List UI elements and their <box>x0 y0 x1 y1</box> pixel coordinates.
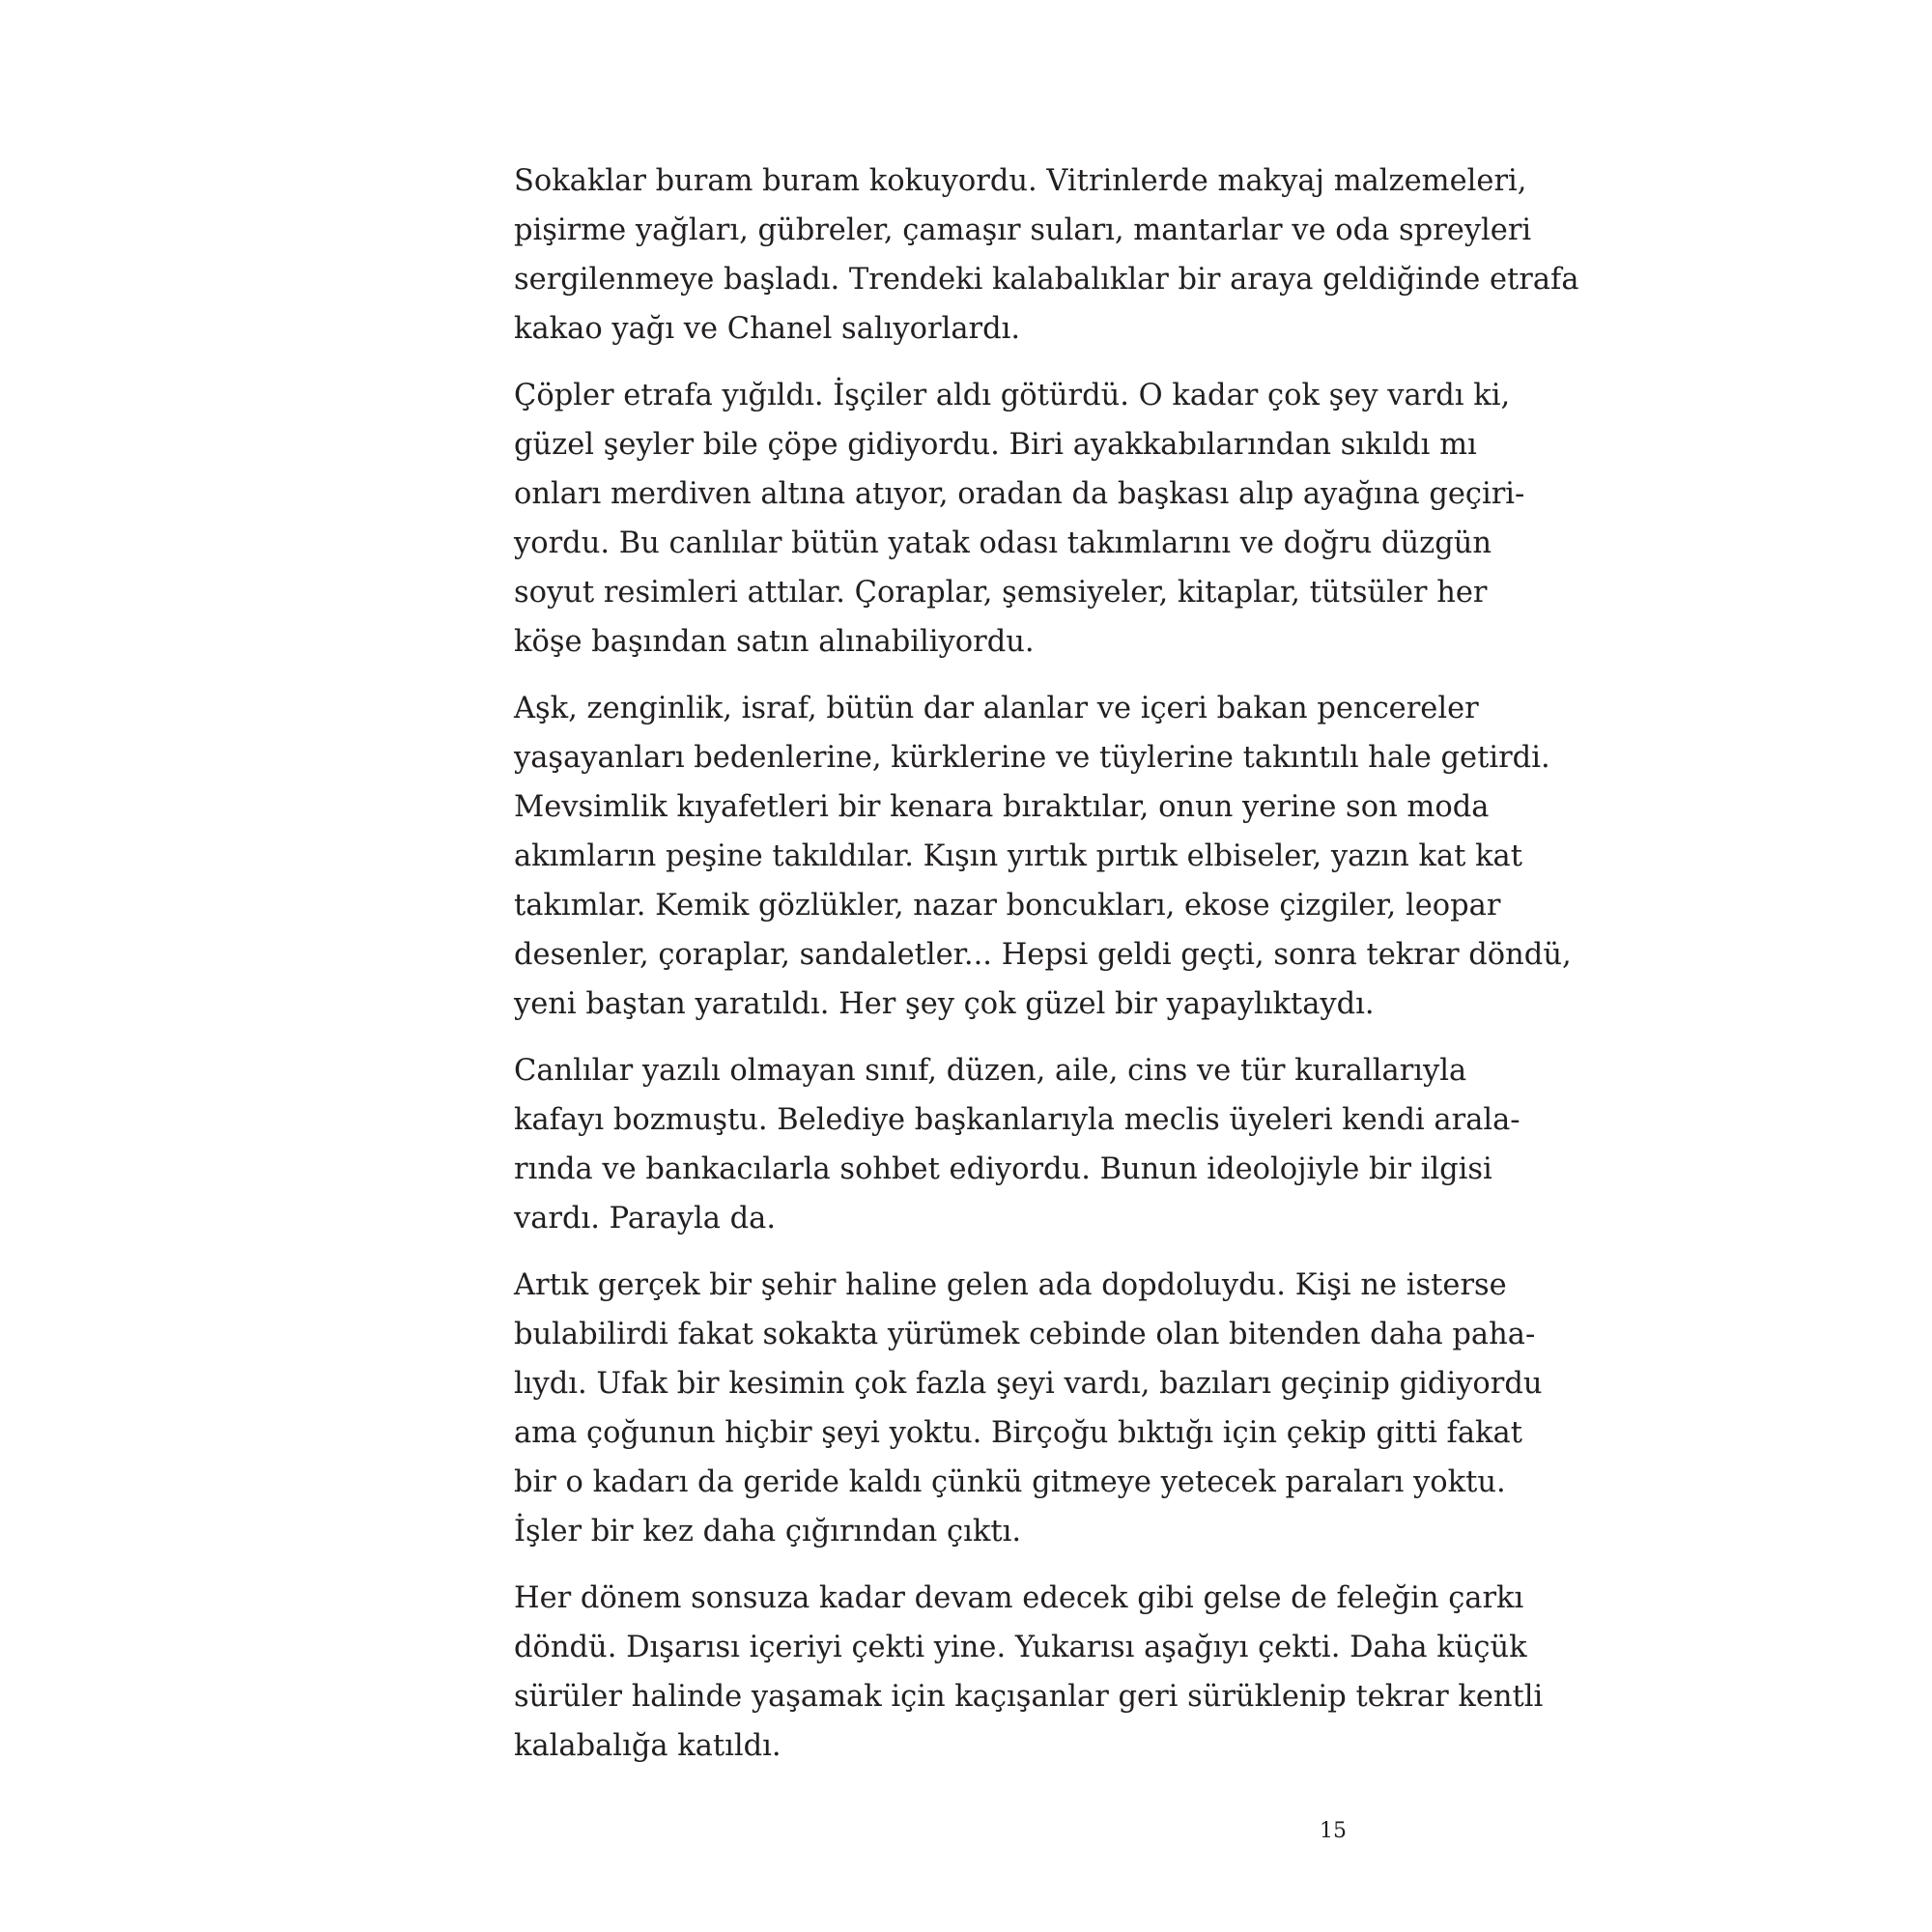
text-line: İşler bir kez daha çığırından çıktı. <box>514 1515 1022 1548</box>
text-line: yeni baştan yaratıldı. Her şey çok güzel bir yapaylıktaydı. <box>514 987 1375 1021</box>
text-line: pişirme yağları, gübreler, çamaşır suları, mantarlar ve oda spreyleri <box>514 213 1532 247</box>
paragraph-5 <box>514 1261 1543 1556</box>
text-line: köşe başından satın alınabiliyordu. <box>514 625 1035 659</box>
paragraph-2 <box>514 371 1525 667</box>
text-line: bulabilirdi fakat sokakta yürümek cebinde olan bitenden daha paha- <box>514 1318 1536 1351</box>
text-line: desenler, çoraplar, sandaletler... Hepsi geldi geçti, sonra tekrar döndü, <box>514 938 1572 972</box>
text-line: kalabalığa katıldı. <box>514 1729 781 1763</box>
text-line: güzel şeyler bile çöpe gidiyordu. Biri ayakkabılarından sıkıldı mı <box>514 428 1477 462</box>
text-line: Artık gerçek bir şehir haline gelen ada dopdoluydu. Kişi ne isterse <box>514 1268 1507 1302</box>
text-line: Aşk, zenginlik, israf, bütün dar alanlar ve içeri bakan pencereler <box>514 692 1479 725</box>
text-line: ama çoğunun hiçbir şeyi yoktu. Birçoğu bıktığı için çekip gitti fakat <box>514 1416 1522 1450</box>
paragraph-3 <box>514 684 1572 1029</box>
text-line: Mevsimlik kıyafetleri bir kenara bıraktılar, onun yerine son moda <box>514 790 1490 824</box>
paragraph-4 <box>514 1046 1520 1243</box>
text-line: onları merdiven altına atıyor, oradan da başkası alıp ayağına geçiri- <box>514 477 1525 511</box>
text-line: bir o kadarı da geride kaldı çünkü gitmeye yetecek paraları yoktu. <box>514 1465 1506 1499</box>
page-number: 15 <box>1320 1819 1347 1843</box>
text-line: döndü. Dışarısı içeriyi çekti yine. Yukarısı aşağıyı çekti. Daha küçük <box>514 1631 1527 1664</box>
text-line: yaşayanları bedenlerine, kürklerine ve tüylerine takıntılı hale getirdi. <box>514 741 1550 775</box>
text-line: akımların peşine takıldılar. Kışın yırtık pırtık elbiseler, yazın kat kat <box>514 839 1522 873</box>
text-line: sürüler halinde yaşamak için kaçışanlar geri sürüklenip tekrar kentli <box>514 1680 1544 1714</box>
text-line: rında ve bankacılarla sohbet ediyordu. Bunun ideolojiyle bir ilgisi <box>514 1152 1492 1186</box>
text-line: Sokaklar buram buram kokuyordu. Vitrinlerde makyaj malzemeleri, <box>514 164 1527 198</box>
text-line: lıydı. Ufak bir kesimin çok fazla şeyi vardı, bazıları geçinip gidiyordu <box>514 1367 1543 1401</box>
body-text <box>514 156 1579 1788</box>
text-line: takımlar. Kemik gözlükler, nazar boncukları, ekose çizgiler, leopar <box>514 889 1501 923</box>
paragraph-6 <box>514 1574 1544 1771</box>
text-line: Çöpler etrafa yığıldı. İşçiler aldı götürdü. O kadar çok şey vardı ki, <box>514 379 1511 412</box>
text-line: kafayı bozmuştu. Belediye başkanlarıyla meclis üyeleri kendi arala- <box>514 1103 1520 1137</box>
text-line: sergilenmeye başladı. Trendeki kalabalıklar bir araya geldiğinde etrafa <box>514 263 1579 297</box>
text-line: soyut resimleri attılar. Çoraplar, şemsiyeler, kitaplar, tütsüler her <box>514 576 1488 610</box>
text-line: vardı. Parayla da. <box>514 1202 777 1236</box>
text-line: kakao yağı ve Chanel salıyorlardı. <box>514 312 1021 346</box>
text-line: yordu. Bu canlılar bütün yatak odası takımlarını ve doğru düzgün <box>514 526 1492 560</box>
text-line: Canlılar yazılı olmayan sınıf, düzen, aile, cins ve tür kurallarıyla <box>514 1054 1467 1088</box>
paragraph-1 <box>514 156 1579 354</box>
text-line: Her dönem sonsuza kadar devam edecek gibi gelse de feleğin çarkı <box>514 1581 1524 1615</box>
